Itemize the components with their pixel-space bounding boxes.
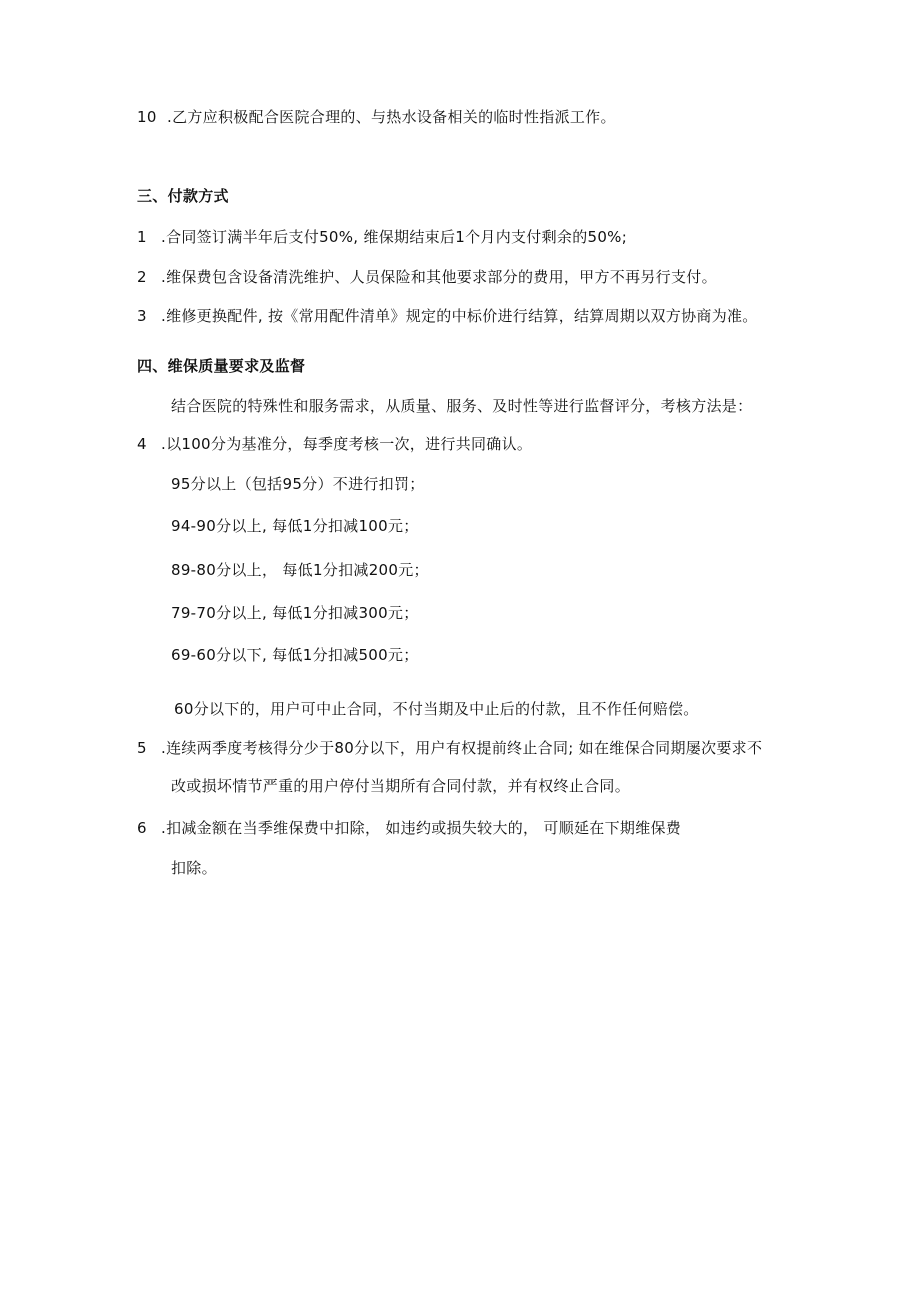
payment-item-2 bbox=[137, 267, 717, 287]
item-number: 5 bbox=[137, 739, 147, 757]
item-number: 3 bbox=[137, 307, 147, 325]
item-text: .以100分为基准分，每季度考核一次，进行共同确认。 bbox=[161, 435, 533, 453]
assessment-item-5 bbox=[137, 738, 762, 758]
item-text: .乙方应积极配合医院合理的、与热水设备相关的临时性指派工作。 bbox=[167, 108, 616, 126]
assessment-item-4 bbox=[137, 434, 532, 454]
score-rule: 69-60分以下, 每低1分扣减500元； bbox=[171, 646, 419, 664]
assessment-item-6 bbox=[137, 818, 681, 838]
item-number: 10 bbox=[137, 108, 157, 126]
score-rule: 89-80分以上， 每低1分扣减200元； bbox=[171, 561, 429, 579]
assessment-intro: 结合医院的特殊性和服务需求，从质量、服务、及时性等进行监督评分，考核方法是： bbox=[171, 397, 753, 415]
score-rule: 94-90分以上, 每低1分扣减100元； bbox=[171, 517, 419, 535]
payment-item-1 bbox=[137, 227, 627, 247]
section-heading-quality: 四、维保质量要求及监督 bbox=[137, 357, 306, 375]
item-number: 6 bbox=[137, 819, 147, 837]
item-text: .连续两季度考核得分少于80分以下，用户有权提前终止合同; 如在维保合同期屡次要求不 bbox=[161, 739, 763, 757]
item-6-continuation: 扣除。 bbox=[171, 859, 217, 877]
item-number: 4 bbox=[137, 435, 147, 453]
item-text: .合同签订满半年后支付50%, 维保期结束后1个月内支付剩余的50%; bbox=[161, 228, 628, 246]
item-text: .扣减金额在当季维保费中扣除， 如违约或损失较大的， 可顺延在下期维保费 bbox=[161, 819, 682, 837]
item-5-continuation: 改或损坏情节严重的用户停付当期所有合同付款，并有权终止合同。 bbox=[171, 777, 631, 795]
section-heading-payment: 三、付款方式 bbox=[137, 187, 229, 205]
item-number: 1 bbox=[137, 228, 147, 246]
item-text: .维保费包含设备清洗维护、人员保险和其他要求部分的费用，甲方不再另行支付。 bbox=[161, 268, 717, 286]
score-rule: 79-70分以上, 每低1分扣减300元； bbox=[171, 604, 419, 622]
payment-item-3 bbox=[137, 306, 758, 326]
item-number: 2 bbox=[137, 268, 147, 286]
below-60-rule: 60分以下的，用户可中止合同，不付当期及中止后的付款，且不作任何赔偿。 bbox=[174, 700, 699, 718]
item-text: .维修更换配件, 按《常用配件清单》规定的中标价进行结算，结算周期以双方协商为准。 bbox=[161, 307, 758, 325]
score-rule: 95分以上（包括95分）不进行扣罚； bbox=[171, 475, 425, 493]
list-item-10 bbox=[137, 107, 616, 127]
